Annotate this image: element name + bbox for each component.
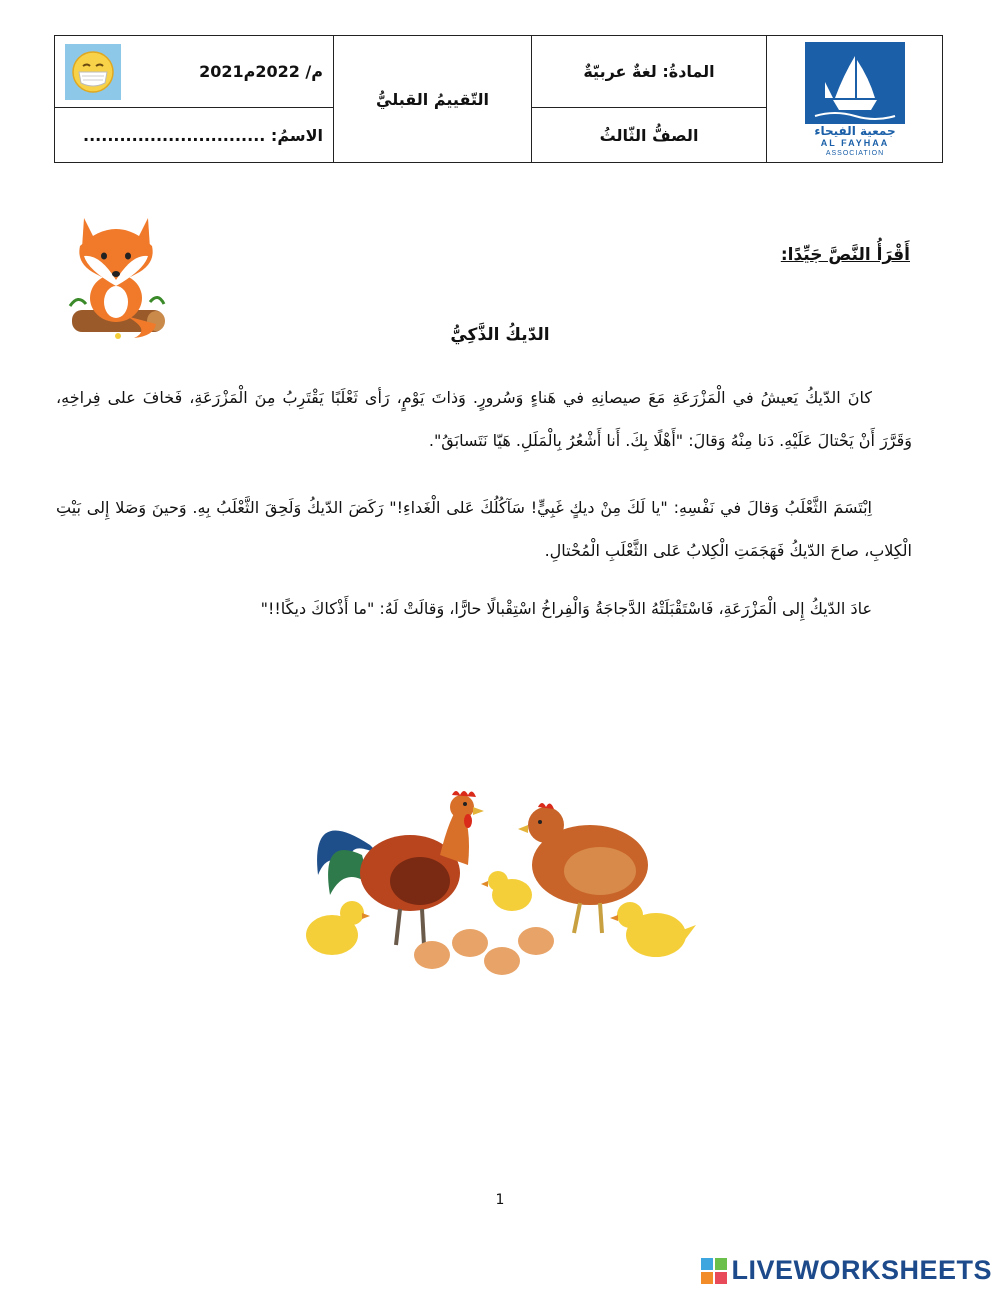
story-paragraph-1: كانَ الدّيكُ يَعيشُ في الْمَزْرَعَةِ مَعَ صيصانِهِ في هَناءٍ وَسُرورٍ. وَذاتَ يَوْمٍ، رَأى ثَعْلَبًا يَقْتَرِبُ مِنَ الْمَزْرَعَةِ، فَخافَ على فِراخِهِ، وَقَرَّرَ أَنْ يَحْتالَ عَلَيْهِ. دَنا مِنْهُ وَقالَ: "أَهْلًا بِكَ. أَنا أَشْعُرُ بِالْمَلَلِ. هَيّا نَتَسابَقُ".	[56, 388, 912, 450]
reading-instruction: أَقْرَأُ النَّصَّ جَيِّدًا:	[780, 245, 910, 265]
academic-year: 2021م/ 2022م	[199, 62, 323, 81]
subject-cell	[532, 36, 767, 108]
rooster-hen-chicks-illustration	[300, 785, 700, 980]
logo-latin-line-2: ASSOCIATION	[825, 149, 884, 157]
assessment-title: التّقييمُ القبليُّ	[376, 89, 489, 109]
header-table	[54, 35, 943, 163]
page-number: 1	[495, 1192, 505, 1208]
logo-arabic-name: جمعية الفيحاء	[813, 123, 896, 138]
subject-label: المادةُ: لغةٌ عربيّةٌ	[583, 62, 715, 81]
story-paragraph-3: عادَ الدّيكُ إِلى الْمَزْرَعَةِ، فَاسْتَقْبَلَتْهُ الدَّجاجَةُ وَالْفِراخُ اسْتِقْبالًا حارًّا، وَقالَتْ لَهُ: "ما أَذْكاكَ ديكًا!!"	[260, 599, 872, 618]
liveworksheets-logo-icon	[701, 1258, 727, 1284]
student-name-field[interactable]: الاسمُ: ..............................	[83, 125, 323, 145]
story-paragraph-2: اِبْتَسَمَ الثَّعْلَبُ وَقالَ في نَفْسِهِ: "يا لَكَ مِنْ ديكٍ غَبِيٍّ! سَآكُلُكَ عَلى الْغَداءِ!" رَكَضَ الدّيكُ وَلَحِقَ الثَّعْلَبُ بِهِ. وَحينَ وَصَلا إِلى بَيْتِ الْكِلابِ، صاحَ الدّيكُ فَهَجَمَتِ الْكِلابُ عَلى الثَّعْلَبِ الْمُحْتالِ.	[56, 498, 912, 560]
liveworksheets-wordmark: LIVEWORKSHEETS	[731, 1255, 992, 1285]
assessment-cell	[334, 36, 532, 163]
al-fayhaa-logo	[805, 42, 905, 157]
logo-latin-line-1: AL FAYHAA	[820, 137, 889, 148]
grade-label: الصفُّ الثّالثُ	[599, 125, 699, 145]
name-cell	[55, 108, 334, 163]
year-cell	[55, 36, 334, 108]
face-mask-emoji-icon	[65, 44, 121, 100]
grade-cell	[532, 108, 767, 163]
story-title: الدّيكُ الذَّكِيُّ	[450, 325, 550, 345]
liveworksheets-brand[interactable]	[701, 1255, 992, 1286]
logo-cell	[767, 36, 943, 163]
